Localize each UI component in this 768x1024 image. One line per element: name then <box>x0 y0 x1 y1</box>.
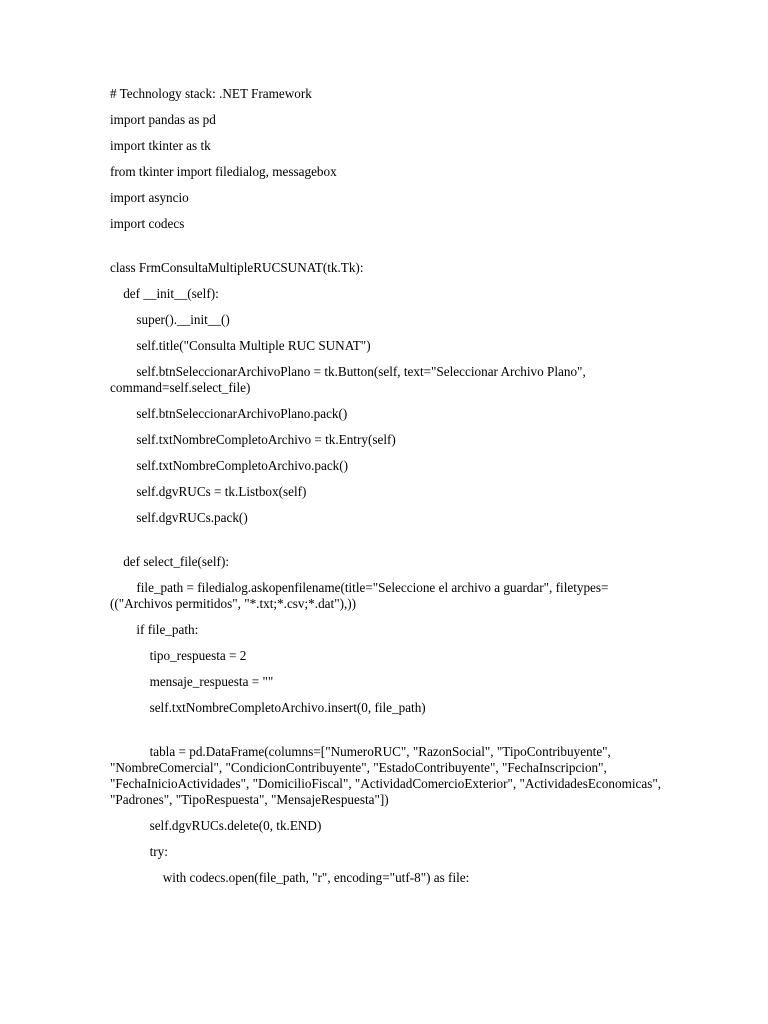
code-line: try: <box>110 844 168 859</box>
code-line: import codecs <box>110 216 185 231</box>
code-line: with codecs.open(file_path, "r", encoding="utf-8") as file: <box>110 870 470 885</box>
code-line: tabla = pd.DataFrame(columns=["NumeroRUC", "RazonSocial", "TipoContribuyente", "NombreComercial", "CondicionContribuyente", "EstadoContribuyente", "FechaInscripcion", "FechaInicioActividades", "DomicilioFiscal", "ActividadComercioExterior", "ActividadesEconomicas", "Padrones", "TipoRespuesta", "MensajeRespuesta"]) <box>110 744 665 807</box>
code-line: import tkinter as tk <box>110 138 211 153</box>
code-line: self.dgvRUCs.delete(0, tk.END) <box>110 818 322 833</box>
code-listing <box>110 86 670 896</box>
class-definition-line: class FrmConsultaMultipleRUCSUNAT(tk.Tk): <box>110 260 364 275</box>
code-line: self.txtNombreCompletoArchivo.pack() <box>110 458 349 473</box>
code-line: import pandas as pd <box>110 112 216 127</box>
code-line: self.txtNombreCompletoArchivo = tk.Entry(self) <box>110 432 396 447</box>
code-line: file_path = filedialog.askopenfilename(title="Seleccione el archivo a guardar", filetypes=(("Archivos permitidos", "*.txt;*.csv;*.dat"),)) <box>110 580 609 611</box>
code-line: self.btnSeleccionarArchivoPlano = tk.Button(self, text="Seleccionar Archivo Plano", command=self.select_file) <box>110 364 590 395</box>
code-line: tipo_respuesta = 2 <box>110 648 247 663</box>
code-line: from tkinter import filedialog, messagebox <box>110 164 337 179</box>
code-line: self.dgvRUCs = tk.Listbox(self) <box>110 484 307 499</box>
code-line: self.btnSeleccionarArchivoPlano.pack() <box>110 406 348 421</box>
code-line: self.dgvRUCs.pack() <box>110 510 248 525</box>
method-definition-line: def __init__(self): <box>110 286 219 301</box>
code-line: mensaje_respuesta = "" <box>110 674 274 689</box>
comment-line: # Technology stack: .NET Framework <box>110 86 312 101</box>
method-definition-line: def select_file(self): <box>110 554 229 569</box>
code-line: if file_path: <box>110 622 199 637</box>
code-line: self.txtNombreCompletoArchivo.insert(0, file_path) <box>110 700 426 715</box>
code-line: self.title("Consulta Multiple RUC SUNAT") <box>110 338 371 353</box>
code-line: import asyncio <box>110 190 189 205</box>
code-line: super().__init__() <box>110 312 230 327</box>
